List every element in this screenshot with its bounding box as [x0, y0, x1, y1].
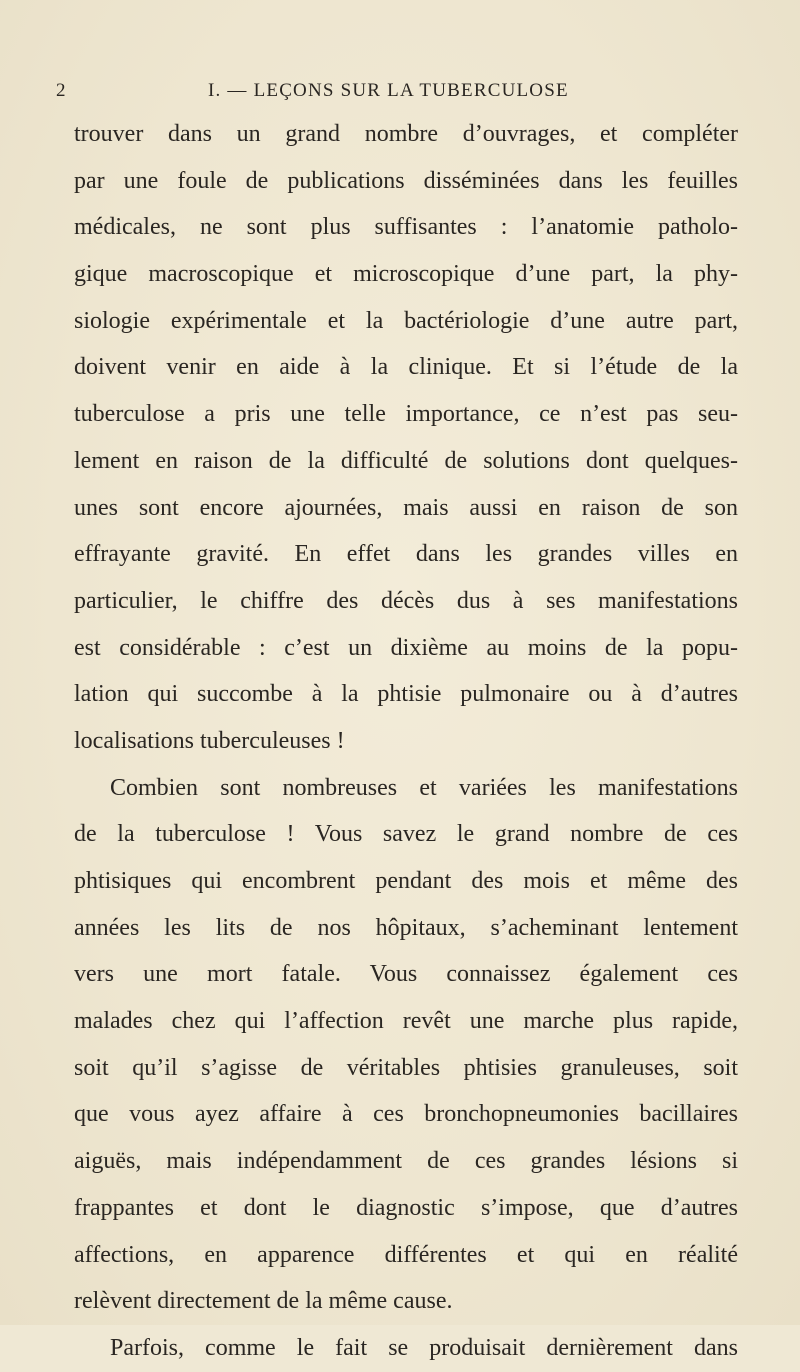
paragraph-end-line: localisations tuberculeuses ! [74, 727, 345, 754]
text-line: années les lits de nos hôpitaux, s’acheminant lentement [74, 914, 738, 941]
text-line: vers une mort fatale. Vous connaissez également ces [74, 961, 738, 988]
text-line: par une foule de publications disséminées dans les feuilles [74, 167, 738, 194]
running-header [56, 80, 614, 114]
text-line: trouver dans un grand nombre d’ouvrages, et compléter [74, 121, 738, 147]
page-number: 2 [56, 80, 67, 101]
text-line: lation qui succombe à la phtisie pulmonaire ou à d’autres [74, 681, 738, 708]
text-line: unes sont encore ajournées, mais aussi en raison de son [74, 494, 738, 521]
text-line: doivent venir en aide à la clinique. Et si l’étude de la [74, 354, 738, 381]
text-line: phtisiques qui encombrent pendant des mois et même des [74, 868, 738, 894]
text-line: que vous ayez affaire à ces bronchopneumonies bacillaires [74, 1101, 738, 1128]
text-line: affections, en apparence différentes et qui en réalité [74, 1241, 738, 1268]
text-line: lement en raison de la difficulté de solutions dont quelques- [74, 447, 738, 474]
text-line: aiguës, mais indépendamment de ces grandes lésions si [74, 1148, 738, 1175]
text-line: gique macroscopique et microscopique d’une part, la phy- [74, 261, 738, 288]
text-line: particulier, le chiffre des décès dus à ses manifestations [74, 587, 738, 614]
paragraph-start-line: Combien sont nombreuses et variées les manifestations [110, 774, 738, 801]
text-line: malades chez qui l’affection revêt une marche plus rapide, [74, 1008, 738, 1035]
text-line: médicales, ne sont plus suffisantes : l’anatomie patholo- [74, 214, 738, 241]
paragraph-end-line: relèvent directement de la même cause. [74, 1288, 453, 1315]
text-line: frappantes et dont le diagnostic s’impose, que d’autres [74, 1194, 738, 1221]
running-title: I. — LEÇONS SUR LA TUBERCULOSE [208, 80, 569, 101]
text-line: tuberculose a pris une telle importance, ce n’est pas seu- [74, 401, 738, 428]
text-line: effrayante gravité. En effet dans les grandes villes en [74, 541, 738, 568]
text-line: est considérable : c’est un dixième au moins de la popu- [74, 634, 738, 661]
paragraph-start-line: Parfois, comme le fait se produisait dernièrement dans [110, 1334, 738, 1361]
text-line: de la tuberculose ! Vous savez le grand nombre de ces [74, 821, 738, 848]
text-line: siologie expérimentale et la bactériologie d’une autre part, [74, 307, 738, 334]
text-line: soit qu’il s’agisse de véritables phtisies granuleuses, soit [74, 1054, 738, 1081]
body-text [74, 111, 738, 1372]
